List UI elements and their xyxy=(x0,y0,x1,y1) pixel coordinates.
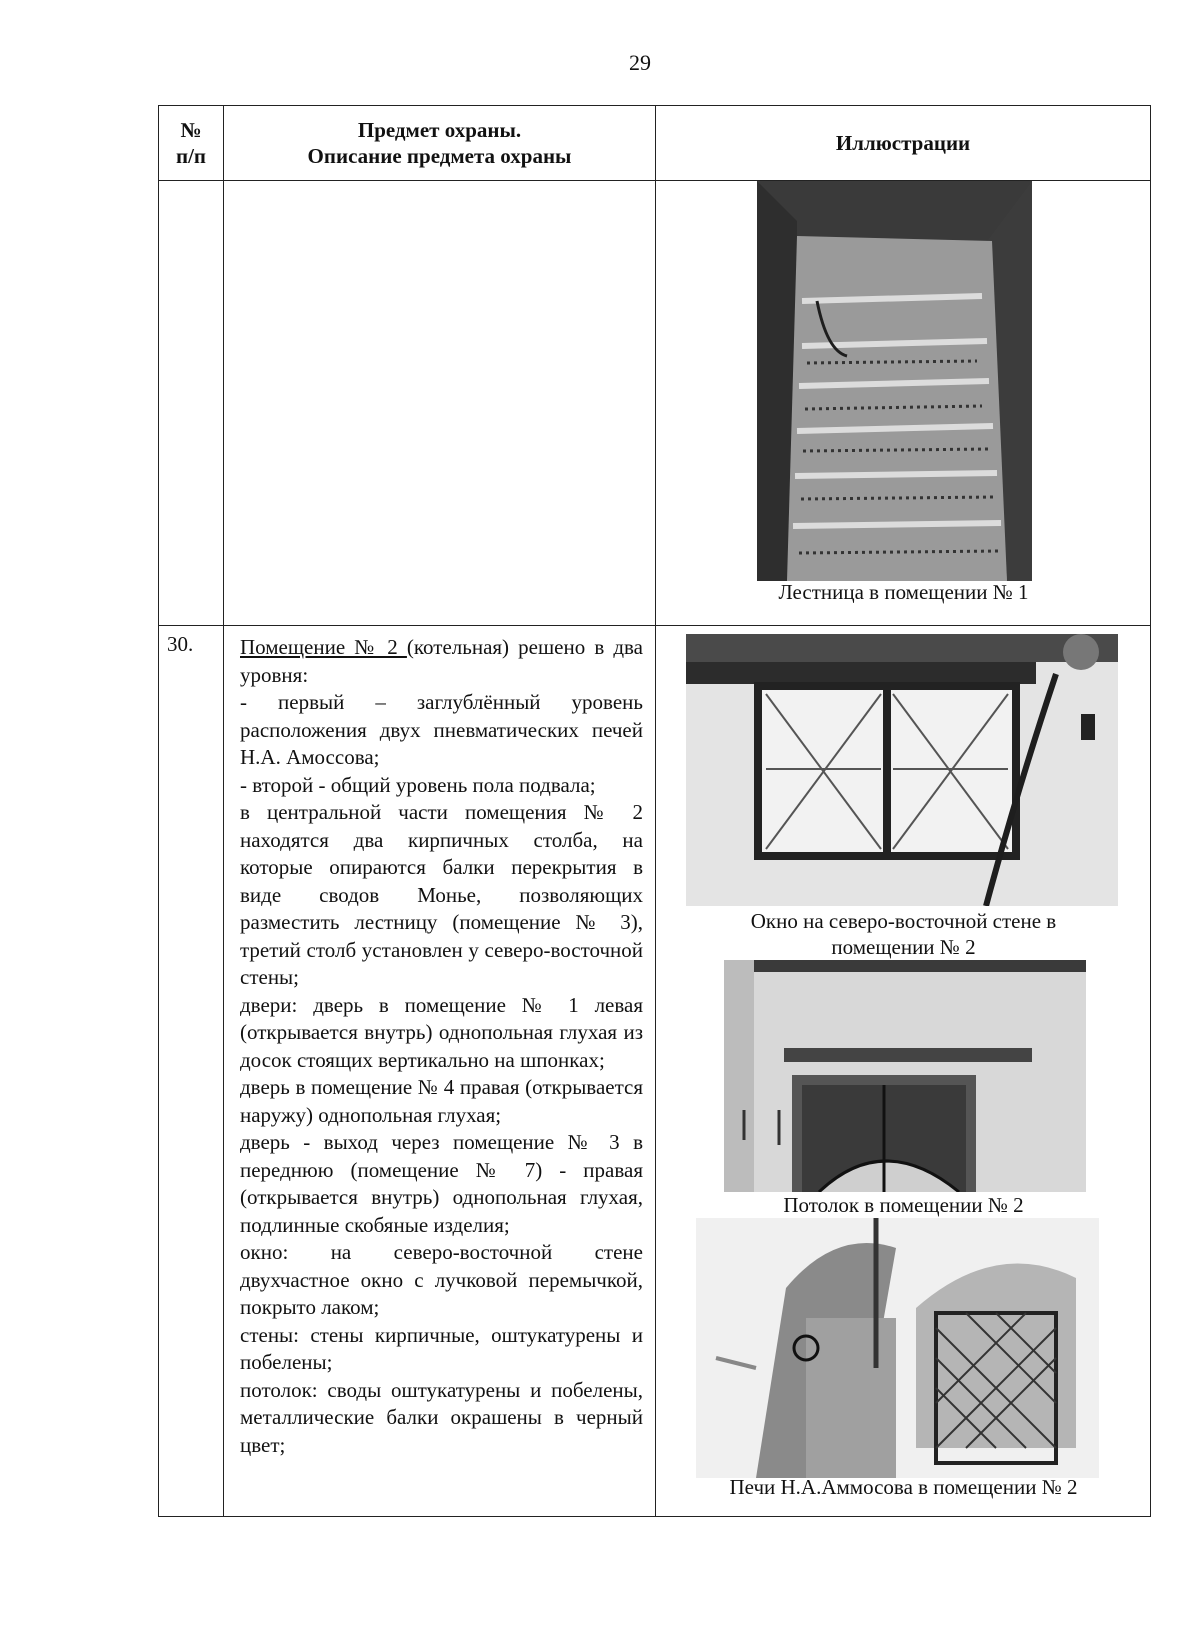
window-caption: Окно на северо-восточной стене в помещении № 2 xyxy=(750,909,1057,959)
staircase-caption: Лестница в помещении № 1 xyxy=(778,580,1029,604)
row-number-cell xyxy=(159,181,224,626)
description-paragraph: в центральной части помещения № 2 находятся два кирпичных столба, на которые опираются балки перекрытия в виде сводов Монье, позволяющих разместить лестницу (помещение № 3), третий столб установлен у северо-восточной стены; xyxy=(240,800,643,989)
header-number xyxy=(159,106,224,181)
header-number-line2: п/п xyxy=(175,144,207,168)
table-header-row xyxy=(159,106,1151,181)
table-row xyxy=(159,181,1151,626)
ceiling-photo xyxy=(724,960,1086,1192)
description-paragraph: двери: дверь в помещение № 1 левая (открывается внутрь) однопольная глухая из досок стоящих вертикально на шпонках; xyxy=(240,992,643,1072)
table-row xyxy=(159,626,1151,1517)
protection-subject-table xyxy=(158,105,1151,1517)
furnace-caption: Печи Н.А.Аммосова в помещении № 2 xyxy=(729,1475,1078,1499)
header-subject-line1: Предмет охраны. xyxy=(357,118,522,142)
description-paragraph: окно: на северо-восточной стене двухчастное окно с лучковой перемычкой, покрыто лаком; xyxy=(240,1240,643,1319)
description-paragraph xyxy=(240,634,643,689)
row-illustration-cell xyxy=(656,181,1151,626)
room-title-rest: (котельная) решено в два уровня: xyxy=(240,635,643,687)
window-photo xyxy=(686,634,1118,906)
header-subject xyxy=(224,106,656,181)
staircase-photo xyxy=(757,181,1032,581)
row-description-cell xyxy=(224,181,656,626)
furnace-photo xyxy=(696,1218,1099,1478)
description-paragraph: стены: стены кирпичные, оштукатурены и побелены; xyxy=(240,1322,643,1374)
row-description-cell xyxy=(224,626,656,1517)
ceiling-caption: Потолок в помещении № 2 xyxy=(783,1193,1024,1217)
description-paragraph: дверь в помещение № 4 правая (открывается наружу) однопольная глухая; xyxy=(240,1075,643,1127)
page-number: 29 xyxy=(629,50,651,75)
header-illustrations: Иллюстрации xyxy=(656,106,1151,181)
description-paragraph: - второй - общий уровень пола подвала; xyxy=(240,772,596,797)
description-paragraph: - первый – заглублённый уровень расположения двух пневматических печей Н.А. Амоссова; xyxy=(240,690,643,769)
header-subject-line2: Описание предмета охраны xyxy=(307,144,572,168)
header-number-line1: № xyxy=(180,118,202,142)
room-title: Помещение № 2 xyxy=(240,635,407,659)
row-number-cell: 30. xyxy=(159,626,224,1517)
row-illustration-cell xyxy=(656,626,1151,1517)
description-paragraph: потолок: своды оштукатурены и побелены, металлические балки окрашены в черный цвет; xyxy=(240,1377,643,1457)
description-paragraph: дверь - выход через помещение № 3 в переднюю (помещение № 7) - правая (открывается внутрь) однопольная глухая, подлинные скобяные изделия; xyxy=(240,1130,643,1237)
